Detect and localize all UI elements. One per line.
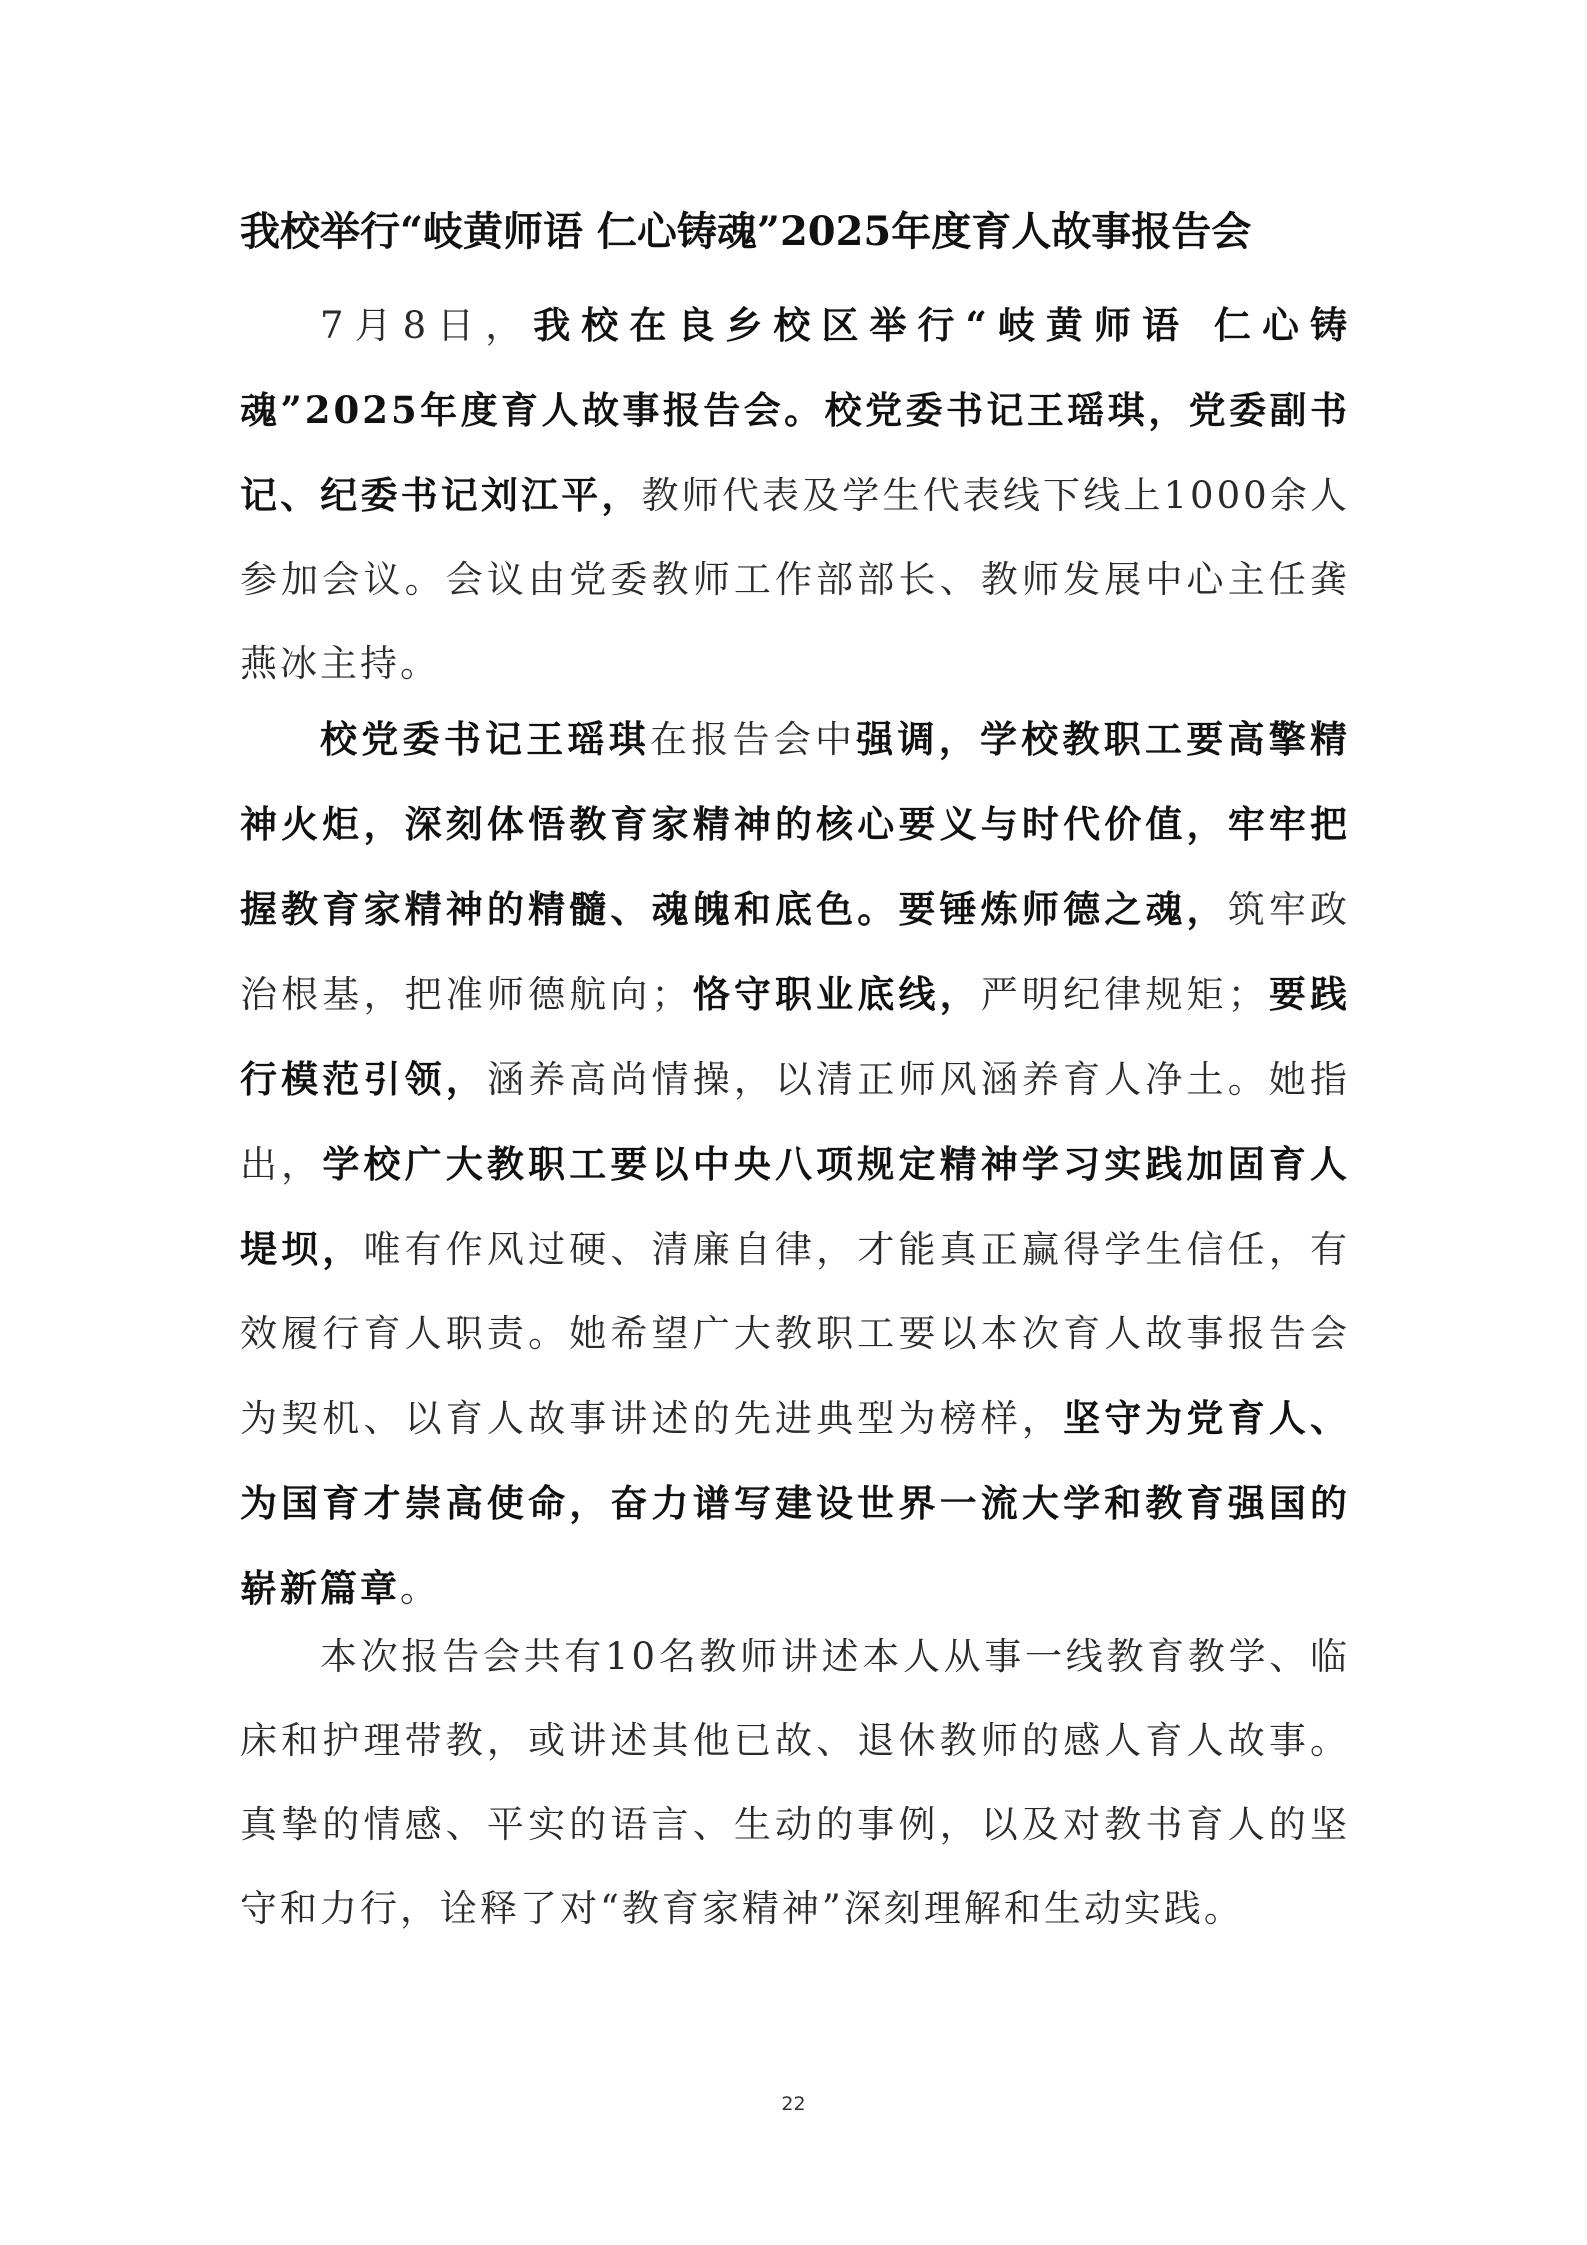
p2-run-5: 严明纪律规矩； — [980, 973, 1268, 1016]
p1-run-0: 7月8日， — [320, 304, 534, 347]
p1-run-2: 教师代表及学生代表线下线上1000余人参加会议。会议由党委教师工作部部长、教师发展中心主任龚燕冰主持。 — [240, 474, 1350, 685]
article-title: 我校举行“岐黄师语 仁心铸魂”2025年度育人故事报告会 — [240, 208, 1252, 255]
paragraph-1 — [240, 283, 1350, 706]
p2-run-0: 校党委书记王瑶琪 — [320, 717, 650, 761]
p2-run-4: 恪守职业底线， — [691, 972, 981, 1016]
p2-run-1: 在报告会中 — [650, 718, 857, 761]
p2-run-10: 坚守为党育人、为国育才崇高使命，奋力谱写建设世界一流大学和教育强国的崭新篇章 — [240, 1396, 1351, 1610]
paragraph-2 — [240, 697, 1350, 1631]
p2-run-6: 要践行模范引领， — [240, 972, 1351, 1101]
p2-run-7: 涵养高尚情操，以清正师风涵养育人净土。她指出， — [240, 1058, 1351, 1186]
p2-run-8: 学校广大教职工要以中央八项规定精神学习实践加固育人堤坝， — [240, 1142, 1351, 1271]
p1-run-1: 我校在良乡校区举行“岐黄师语 仁心铸魂”2025年度育人故事报告会。校党委书记王瑶琪，党委副书记、纪委书记刘江平， — [240, 303, 1350, 517]
p2-run-3: 筑牢政治根基，把准师德航向； — [240, 888, 1351, 1016]
p2-run-9: 唯有作风过硬、清廉自律，才能真正赢得学生信任，有效履行育人职责。她希望广大教职工要以本次育人故事报告会为契机、以育人故事讲述的先进典型为榜样， — [240, 1228, 1351, 1440]
page-number: 22 — [781, 2093, 806, 2115]
paragraph-3 — [240, 1615, 1350, 1951]
p2-run-11: 。 — [400, 1567, 440, 1610]
p3-run-0: 本次报告会共有10名教师讲述本人从事一线教育教学、临床和护理带教，或讲述其他已故、退休教师的感人育人故事。真挚的情感、平实的语言、生动的事例，以及对教书育人的坚守和力行，诠释了对“教育家精神”深刻理解和生动实践。 — [240, 1635, 1350, 1930]
p2-run-2: 强调，学校教职工要高擎精神火炬，深刻体悟教育家精神的核心要义与时代价值，牢牢把握教育家精神的精髓、魂魄和底色。要锤炼师德之魂， — [240, 717, 1350, 931]
